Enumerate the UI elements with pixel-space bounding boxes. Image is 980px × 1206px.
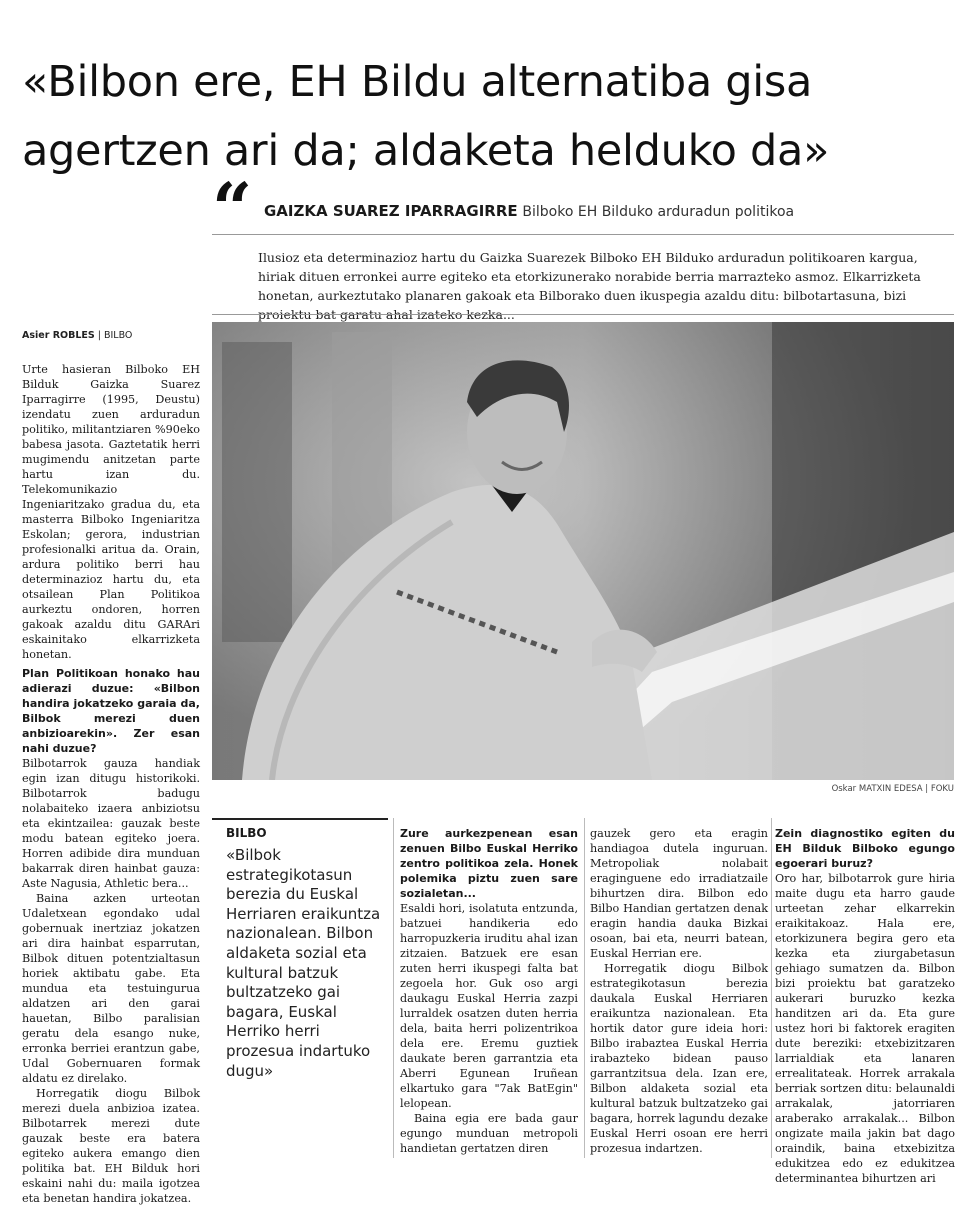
paragraph: Bilbotarrok gauza handiak egin izan ditugu historikoki. Bilbotarrok badugu nolabaiteko izaera anbiziotsu eta ekintzailea: gauzak beste modu batean egiteko joera. Horren adibide dira munduan bakarrak diren hainbat gauza: Aste Nagusia, Athletic bera... [22, 757, 200, 890]
column-4 [590, 826, 768, 1156]
interview-photo [212, 322, 954, 780]
column-1 [22, 362, 200, 1206]
pull-quote: «Bilbok estrategikotasun berezia du Euskal Herriaren eraikuntza nazionalean. Bilbon aldaketa sozial eta kultural batzuk bultzatzeko gai bagara, Euskal Herriko herri prozesua indartuko dugu» [226, 846, 381, 1080]
paragraph: Horregatik diogu Bilbok estrategikotasun berezia daukala Euskal Herriaren eraikuntza nazionalean. Eta hortik dator gure ideia hori: Bilbo irabaztea Euskal Herria irabazteko bidean pauso garrantzitsua dela. Izan ere, Bilbon aldaketa sozial eta kultural batzuk bultzatzeko gai bagara, horrek lagundu dezake Euskal Herri osoan ere herri prozesua indartzen. [590, 962, 768, 1155]
intro-paragraph: Ilusioz eta determinazioz hartu du Gaizka Suarezek Bilboko EH Bilduko arduradun politikoaren kargua, hiriak dituen erronkei aurre egiteko eta etorkizunerako norabide berria marrazteko asmoz. Elkarrizketa honetan, aurkeztutako planaren gakoak eta Bilborako duen ikuspegia azaldu ditu: bilbotartasuna, bizi proiektu bat garatu ahal izateko kezka... [258, 250, 921, 322]
column-divider [771, 818, 772, 1158]
headline: «Bilbon ere, EH Bildu alternatiba gisa agertzen ari da; aldaketa helduko da» [22, 57, 830, 176]
callout-label: BILBO [226, 826, 267, 840]
quote-mark-icon: “ [212, 167, 253, 250]
question: Zein diagnostiko egiten du EH Bilduk Bilboko egungo egoerari buruz? [775, 827, 955, 870]
photo-illustration [212, 322, 954, 780]
paragraph: Baina egia ere bada gaur egungo munduan metropoli handietan gertatzen diren [400, 1112, 578, 1155]
paragraph: Baina azken urteotan Udaletxean egondako udal gobernuak inertziaz jokatzen ari dira hainbat esparrutan, Bilbok dituen potentzialtasun horiek aktibatu gabe. Eta mundua eta testuingurua aldatzen ari den garai hauetan, Bilbo paralisian geratu dela esango nuke, erronka berriei erantzun gabe, Udal Gobernuaren formak aldatu ez direlako. [22, 892, 200, 1085]
column-divider [584, 818, 585, 1158]
paragraph: gauzek gero eta eragin handiagoa dutela inguruan. Metropoliak nolabait eraginguene edo irradiatzaile bihurtzen dira. Bilbon edo Bilbo Handian gertatzen denak eragin handia dauka Bizkai osoan, bai eta, neurri batean, Euskal Herrian ere. [590, 827, 768, 960]
paragraph: Oro har, bilbotarrok gure hiria maite dugu eta harro gaude urteetan zehar elkarrekin eraikitakoaz. Hala ere, etorkizunera begira gero eta kezka eta ziurgabetasun gehiago sumatzen da. Bilbon bizi proiektu bat garatzeko aukerari buruzko kezka handitzen ari da. Eta gure ustez hori bi faktorek eragiten dute bereziki: etxebizitzaren larrialdiak eta lanaren errealitateak. Horrek arrakala berriak sortzen ditu: belaunaldi arrakalak, jatorriaren araberako arrakalak... Bilbon ongizate maila jakin bat dago oraindik, baina etxebizitza edukitzea edo ez edukitzea determinantea bihurtzen ari [775, 872, 955, 1185]
question: Zure aurkezpenean esan zenuen Bilbo Euskal Herriko zentro politikoa zela. Honek polemika piztu zuen sare sozialetan... [400, 827, 578, 900]
callout-divider [212, 818, 388, 820]
column-5 [775, 826, 955, 1186]
divider-top [212, 234, 954, 235]
paragraph: Horregatik diogu Bilbok merezi duela anbizioa izatea. Bilbotarrek merezi dute gauzak beste era batera egiteko aukera emango dien politika bat. EH Bilduk hori eskaini nahi du: maila igotzea eta benetan handira jokatzea. [22, 1087, 200, 1205]
divider-intro [212, 314, 954, 315]
question: Plan Politikoan honako hau adierazi duzue: «Bilbon handira jokatzeko garaia da, Bilbok merezi duen anbizioarekin». Zer esan nahi duzue? [22, 667, 200, 755]
column-divider [393, 818, 394, 1158]
paragraph: Urte hasieran Bilboko EH Bilduk Gaizka Suarez Iparragirre (1995, Deustu) izendatu zuen arduradun politiko, militantziaren %90eko babesa jasota. Gaztetatik herri mugimendu anitzetan parte hartu izan du. Telekomunikazio Ingeniaritzako gradua du, eta masterra Bilboko Ingeniaritza Eskolan; gerora, industrian profesionalki aritua da. Orain, ardura politiko berri hau determinazioz hartu du, eta otsailean Plan Politikoa aurkeztu ondoren, horren gakoak azaldu ditu GARAri eskainitako elkarrizketa honetan. [22, 363, 200, 661]
interviewee-name: GAIZKA SUAREZ IPARRAGIRRE [264, 202, 518, 220]
author-separator: | [94, 330, 104, 341]
interviewee-role: Bilboko EH Bilduko arduradun politikoa [522, 204, 795, 220]
byline [212, 167, 962, 250]
paragraph: Esaldi hori, isolatuta entzunda, batzuei handikeria edo harropuzkeria iruditu ahal izan zitzaien. Batzuek ere esan zuten herri ikuspegi falta bat zegoela hor. Guk oso argi daukagu Euskal Herria zazpi lurraldek osatzen duten herria dela, baita herri polizentrikoa dela ere. Eremu guztiek daukate beren garrantzia eta Aberri Egunean Iruñean elkartuko gara "7ak BatEgin" lelopean. [400, 902, 578, 1110]
author-place: BILBO [103, 330, 133, 341]
author-name: Asier ROBLES [22, 330, 95, 341]
author-line [22, 330, 132, 341]
column-3 [400, 826, 578, 1156]
byline-text [264, 202, 794, 220]
photo-credit: Oskar MATXIN EDESA | FOKU [831, 784, 954, 794]
